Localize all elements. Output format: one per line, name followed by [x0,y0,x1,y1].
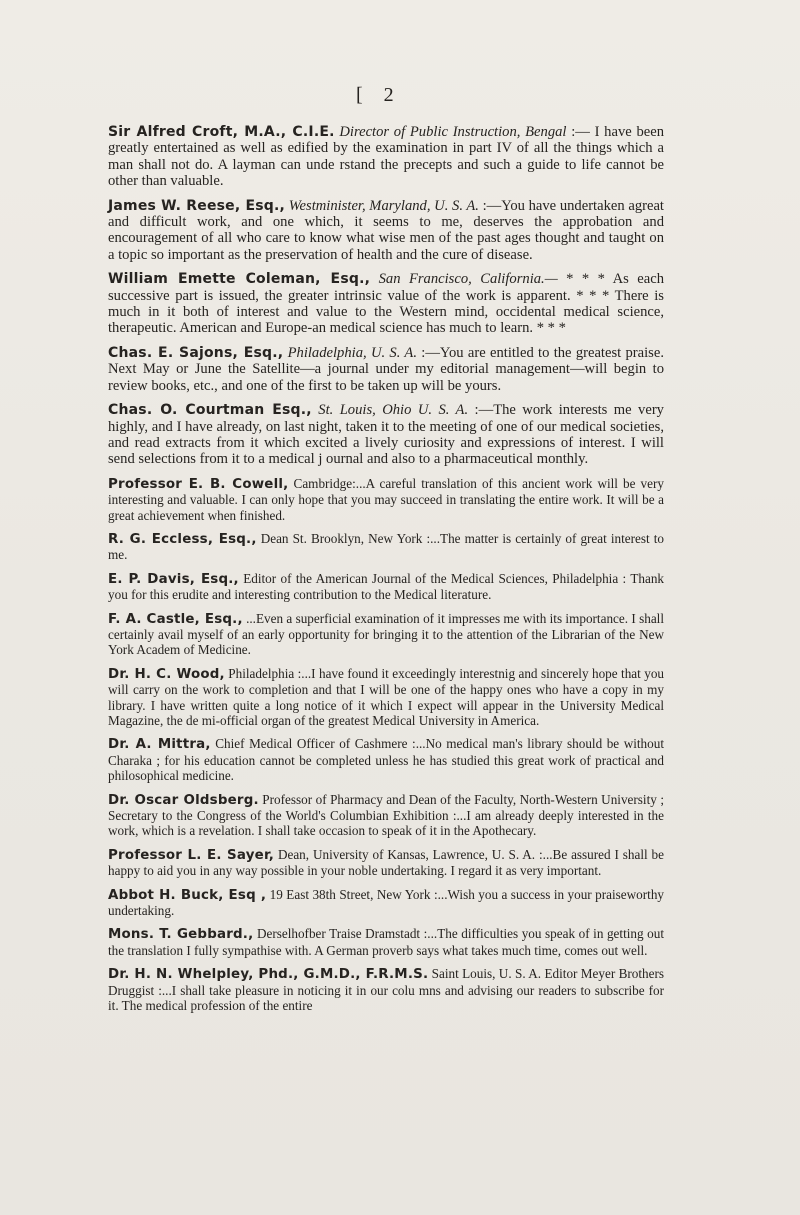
testimonial-entry [108,571,664,603]
testimonial-author: Sir Alfred Croft, M.A., C.I.E. [108,124,335,140]
testimonial-author: William Emette Coleman, Esq., [108,271,371,288]
testimonial-entry [108,792,664,839]
testimonial-text: Dean, University of Kansas, Lawrence, U. S. A. :...Be assured I shall be happy to aid you in any way possible in your noble undertaking. I regard it as very important. [108,846,665,879]
testimonial-place: Westminister, Maryland, U. S. A. [288,197,479,214]
testimonial-text: ...Even a superficial examination of it impresses me with its importance. I shall certainly avail myself of an early opportunity for bringing it to the attention of the Librarian of the New York Academ of Medicine. [108,610,665,658]
testimonial-entry [108,345,664,394]
testimonial-author: Professor L. E. Sayer, [108,847,275,863]
testimonial-text: :— I have been greatly entertained as well as edified by the examination in part IV of all the things which a man shall not do. A layman can unde rstand the precepts and such a guide to life cannot be other than valuable. [108,124,664,190]
page-number: [ 2 [356,84,402,106]
testimonial-place: Philadelphia, U. S. A. [287,344,417,361]
testimonial-text: Chief Medical Officer of Cashmere :...No medical man's library should be without Charaka ; for his education cannot be completed unless he has studied this great work of practical and philosophical medicine. [108,736,665,784]
testimonial-text: :—The work interests me very highly, and I have already, on last night, taken it to the meeting of one of our medical societies, and read extracts from it which excited a lively curiosity and expressions of interest. I will send selections from it to a medical j ournal and also to a pharmaceutical monthly. [108,402,664,468]
testimonial-author: Dr. H. C. Wood, [108,666,225,682]
testimonial-text: Saint Louis, U. S. A. Editor Meyer Brothers Druggist :...I shall take pleasure in noticing it in our colu mns and advising our readers to subscribe for it. The medical profession of the entire [108,966,664,1014]
testimonial-author: R. G. Eccless, Esq., [108,531,257,547]
testimonial-author: Dr. A. Mittra, [108,737,211,753]
testimonial-text: Philadelphia :...I have found it exceedingly interestnig and sincerely hope that you will carry on the work to completion and that I will be one of the happy ones who have a copy in my library. I have written quite a long notice of it which I expect will appear in the University Medical Magazine, the de mi-official organ of the greatest Medical University in America. [108,665,665,728]
testimonial-author: Mons. T. Gebbard., [108,927,254,943]
testimonial-text: :—You are entitled to the greatest praise. Next May or June the Satellite—a journal under my editorial management—will begin to review books, etc., and one of the first to be taken up will be yours. [108,344,664,394]
testimonial-entry [108,736,664,783]
testimonial-text: :—You have undertaken agreat and difficult work, and one which, it seems to me, deserves the approbation and encouragement of all who care to know what wise men of the past ages thought and taught on a topic so important as the preservation of health and the cure of disease. [108,197,664,263]
testimonial-entry [108,531,664,563]
testimonial-entry [108,926,664,958]
testimonial-entry [108,198,664,264]
testimonial-entry [108,966,664,1013]
testimonial-entry [108,476,664,523]
testimonial-author: Dr. H. N. Whelpley, Phd., G.M.D., F.R.M.S. [108,967,429,983]
testimonial-author: James W. Reese, Esq., [108,197,286,214]
testimonial-entry [108,847,664,879]
testimonial-place: San Francisco, California.— [378,271,558,288]
testimonial-text: Editor of the American Journal of the Medical Sciences, Philadelphia : Thank you for this erudite and interesting contribution to the Medical literature. [108,570,665,603]
testimonial-text: Professor of Pharmacy and Dean of the Faculty, North-Western University ; Secretary to the Congress of the World's Columbian Exhibition :...I am already deeply interested in the work, which is a revelation. I shall take occasion to speak of it in the Apothecary. [108,791,664,839]
testimonial-place: Director of Public Instruction, Bengal [339,124,567,140]
testimonial-author: Dr. Oscar Oldsberg. [108,792,259,808]
testimonial-text: * * * As each successive part is issued, the greater intrinsic value of the work is apparent. * * * There is much in it both of interest and value to the Western mind, occidental medical science, therapeutic. American and Europe-an medical science has much to learn. * * * [108,271,665,337]
testimonial-author: Abbot H. Buck, Esq , [108,887,267,903]
testimonial-text: Cambridge:...A careful translation of this ancient work will be very interesting and valuable. I can only hope that you may succeed in translating the entire work. It will be a great achievement when finished. [108,475,664,523]
testimonial-entry [108,666,664,729]
testimonial-entry [108,271,664,337]
testimonial-text: Derselhofber Traise Dramstadt :...The difficulties you speak of in getting out the translation I fully sympathise with. A German proverb says what takes much time, comes out well. [108,926,664,958]
testimonial-author: F. A. Castle, Esq., [108,611,243,627]
testimonial-entry [108,887,664,919]
testimonial-place: St. Louis, Ohio U. S. A. [318,402,469,419]
testimonial-author: Professor E. B. Cowell, [108,476,289,492]
testimonial-author: Chas. E. Sajons, Esq., [108,344,284,361]
testimonial-entry [108,124,664,190]
testimonial-text: 19 East 38th Street, New York :...Wish you a success in your praiseworthy undertaking. [108,886,665,919]
testimonial-text: Dean St. Brooklyn, New York :...The matter is certainly of great interest to me. [108,530,665,563]
testimonials-list [108,124,664,1022]
testimonial-entry [108,402,664,468]
testimonial-author: E. P. Davis, Esq., [108,571,239,587]
testimonial-author: Chas. O. Courtman Esq., [108,402,312,419]
testimonial-entry [108,611,664,658]
